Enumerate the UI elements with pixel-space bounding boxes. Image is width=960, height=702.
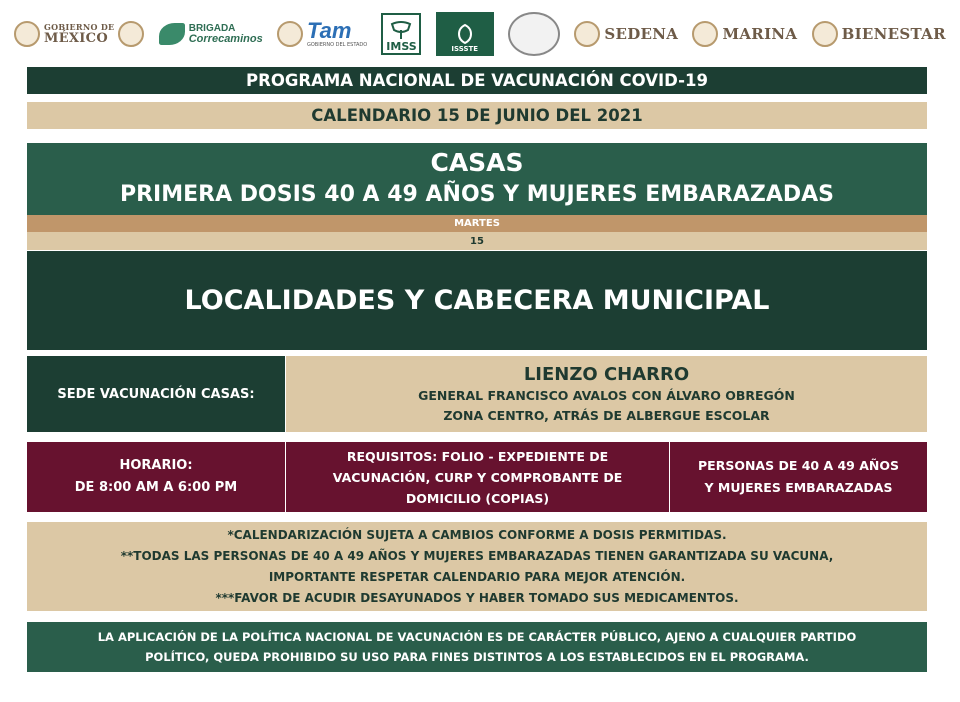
program-title-banner bbox=[27, 67, 927, 94]
tamaulipas-logo bbox=[277, 20, 367, 48]
notes-box bbox=[27, 522, 927, 611]
logo-strip bbox=[14, 12, 946, 56]
issste-logo-text: ISSSTE bbox=[451, 45, 479, 53]
requisitos-line1: REQUISITOS: FOLIO - EXPEDIENTE DE bbox=[346, 448, 609, 464]
day-name: MARTES bbox=[454, 218, 500, 229]
day-number: 15 bbox=[470, 235, 484, 247]
issste-emblem-icon bbox=[453, 23, 477, 45]
sedena-logo-text: SEDENA bbox=[604, 24, 679, 43]
calendar-banner bbox=[27, 102, 927, 129]
sede-place: LIENZO CHARRO bbox=[523, 363, 690, 385]
sede-address-line1: GENERAL FRANCISCO AVALOS CON ÁLVARO OBREGÓN bbox=[418, 387, 795, 403]
footer-line1: LA APLICACIÓN DE LA POLÍTICA NACIONAL DE VACUNACIÓN ES DE CARÁCTER PÚBLICO, AJENO A CUALQUIER PARTIDO bbox=[97, 630, 857, 644]
imss-eagle-icon bbox=[390, 20, 412, 40]
coat-of-arms-icon bbox=[118, 21, 144, 47]
requisitos-line2: VACUNACIÓN, CURP Y COMPROBANTE DE bbox=[332, 469, 623, 485]
footer-line2: POLÍTICO, QUEDA PROHIBIDO SU USO PARA FINES DISTINTOS A LOS ESTABLECIDOS EN EL PROGRAMA. bbox=[145, 650, 809, 664]
national-eagle-seal-icon bbox=[508, 12, 560, 56]
tam-logo-text: Tam bbox=[307, 18, 352, 43]
brigada-logo bbox=[159, 23, 263, 45]
requisitos-cell bbox=[286, 442, 669, 512]
imss-logo bbox=[381, 13, 421, 55]
personas-cell bbox=[670, 442, 927, 512]
note-line1: *CALENDARIZACIÓN SUJETA A CAMBIOS CONFORME A DOSIS PERMITIDAS. bbox=[227, 527, 727, 542]
personas-line2: Y MUJERES EMBARAZADAS bbox=[704, 480, 893, 495]
gobierno-mexico-logo bbox=[14, 21, 144, 47]
day-name-row bbox=[27, 215, 927, 232]
brigada-logo-top: BRIGADA bbox=[188, 23, 236, 34]
requisitos-line3: DOMICILIO (COPIAS) bbox=[405, 490, 550, 506]
calendar-date: CALENDARIO 15 DE JUNIO DEL 2021 bbox=[311, 106, 643, 125]
horario-label: HORARIO: bbox=[119, 458, 193, 473]
imss-logo-text: IMSS bbox=[386, 40, 417, 53]
casas-title: CASAS bbox=[430, 148, 524, 177]
gobierno-logo-main: MÉXICO bbox=[44, 31, 108, 46]
horario-value: DE 8:00 AM A 6:00 PM bbox=[74, 480, 238, 495]
leaf-icon bbox=[159, 23, 185, 45]
localidades-text: LOCALIDADES Y CABECERA MUNICIPAL bbox=[184, 285, 770, 316]
marina-seal-icon bbox=[692, 21, 718, 47]
brigada-logo-main: Correcaminos bbox=[188, 33, 263, 45]
legal-footer bbox=[27, 622, 927, 672]
sede-label: SEDE VACUNACIÓN CASAS: bbox=[57, 386, 255, 402]
state-seal-icon bbox=[277, 21, 303, 47]
issste-logo bbox=[436, 12, 494, 56]
personas-line1: PERSONAS DE 40 A 49 AÑOS bbox=[698, 458, 899, 473]
tam-logo-sub: GOBIERNO DEL ESTADO bbox=[307, 42, 368, 48]
note-line3: IMPORTANTE RESPETAR CALENDARIO PARA MEJOR ATENCIÓN. bbox=[268, 569, 686, 584]
sede-label-cell bbox=[27, 356, 285, 432]
bienestar-seal-icon bbox=[812, 21, 838, 47]
bienestar-logo bbox=[812, 21, 946, 47]
sede-address-line2: ZONA CENTRO, ATRÁS DE ALBERGUE ESCOLAR bbox=[443, 407, 770, 423]
gobierno-logo-top: GOBIERNO DE bbox=[44, 22, 115, 32]
casas-header bbox=[27, 143, 927, 215]
marina-logo-text: MARINA bbox=[722, 24, 798, 43]
program-title: PROGRAMA NACIONAL DE VACUNACIÓN COVID-19 bbox=[246, 71, 708, 90]
mexico-seal-icon bbox=[14, 21, 40, 47]
localidades-banner bbox=[27, 251, 927, 350]
note-line2: **TODAS LAS PERSONAS DE 40 A 49 AÑOS Y MUJERES EMBARAZADAS TIENEN GARANTIZADA SU VACUNA, bbox=[120, 548, 834, 563]
bienestar-logo-text: BIENESTAR bbox=[841, 24, 946, 43]
casas-subtitle: PRIMERA DOSIS 40 A 49 AÑOS Y MUJERES EMBARAZADAS bbox=[119, 182, 834, 207]
marina-logo bbox=[692, 21, 797, 47]
sedena-logo bbox=[574, 21, 678, 47]
day-number-row bbox=[27, 232, 927, 250]
note-line4: ***FAVOR DE ACUDIR DESAYUNADOS Y HABER TOMADO SUS MEDICAMENTOS. bbox=[215, 590, 739, 605]
horario-cell bbox=[27, 442, 285, 512]
sede-location-cell bbox=[286, 356, 927, 432]
sedena-seal-icon bbox=[574, 21, 600, 47]
